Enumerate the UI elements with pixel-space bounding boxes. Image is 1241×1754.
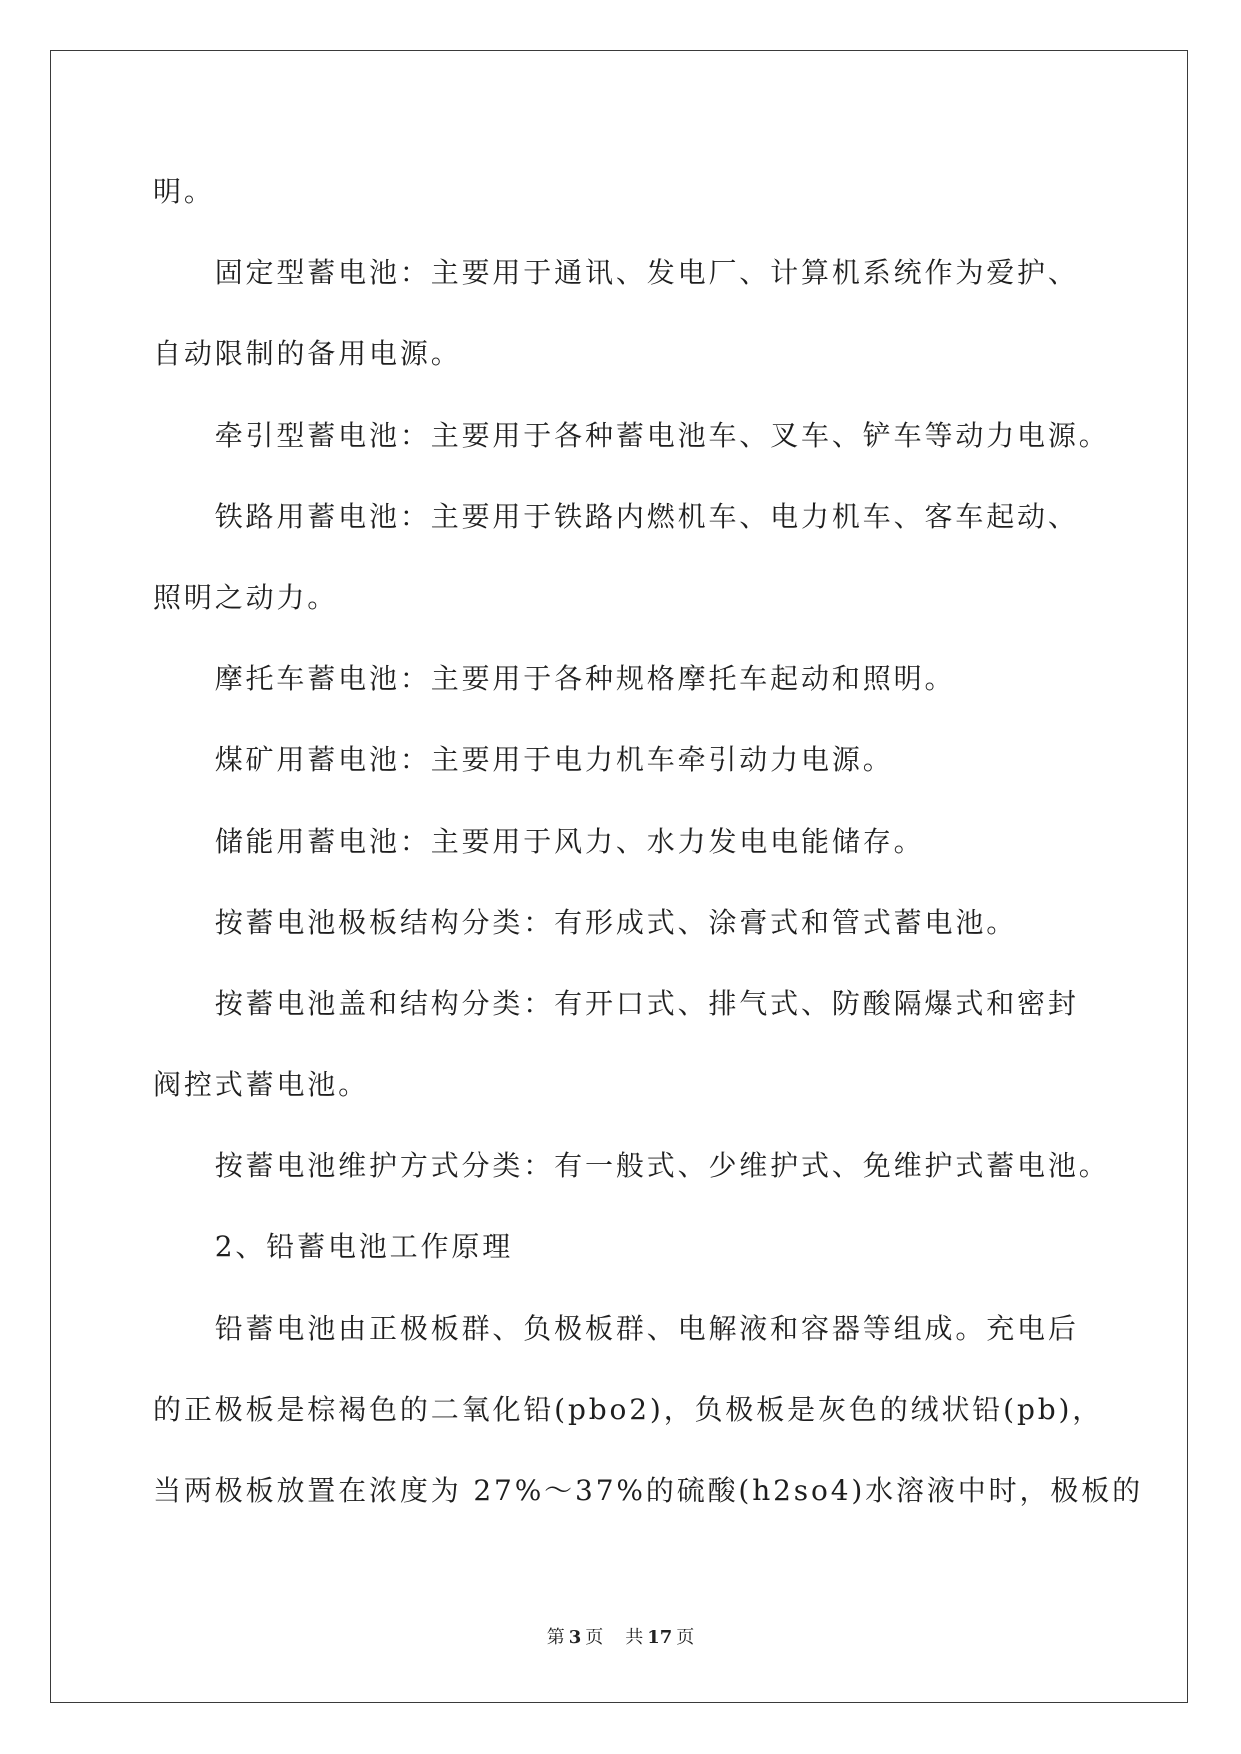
paragraph — [153, 963, 1153, 1125]
text-line: 按蓄电池极板结构分类：有形成式、涂膏式和管式蓄电池。 — [214, 905, 1018, 939]
text-line: 煤矿用蓄电池：主要用于电力机车牵引动力电源。 — [214, 743, 894, 777]
paragraph — [153, 395, 1153, 476]
text-line: 当两极板放置在浓度为 27%～37%的硫酸(h2so4)水溶液中时，极板的 — [153, 1474, 1143, 1507]
total-pages-number: 17 — [647, 1627, 673, 1648]
paragraph — [153, 719, 1153, 800]
page-prefix: 第 — [546, 1627, 565, 1648]
paragraph — [153, 232, 1153, 394]
section-heading-text: 2、铅蓄电池工作原理 — [214, 1230, 514, 1264]
text-line: 固定型蓄电池：主要用于通讯、发电厂、计算机系统作为爱护、 — [214, 256, 1079, 290]
page-number — [547, 1627, 604, 1648]
text-line: 铅蓄电池由正极板群、负极板群、电解液和容器等组成。充电后 — [214, 1311, 1079, 1345]
text-line: 牵引型蓄电池：主要用于各种蓄电池车、叉车、铲车等动力电源。 — [214, 418, 1110, 452]
page-body — [153, 151, 1153, 1531]
page-footer — [0, 1624, 1241, 1652]
paragraph-continued — [153, 151, 1153, 232]
text-line: 铁路用蓄电池：主要用于铁路内燃机车、电力机车、客车起动、 — [214, 499, 1079, 533]
text-line: 按蓄电池盖和结构分类：有开口式、排气式、防酸隔爆式和密封 — [214, 986, 1079, 1020]
paragraph — [153, 638, 1153, 719]
text-line: 明。 — [153, 175, 215, 208]
text-line: 储能用蓄电池：主要用于风力、水力发电电能储存。 — [214, 824, 925, 858]
page-total — [625, 1627, 694, 1648]
paragraph — [153, 476, 1153, 638]
text-line: 自动限制的备用电源。 — [153, 337, 462, 371]
section-heading — [153, 1206, 1153, 1287]
page-suffix: 页 — [585, 1627, 604, 1648]
text-line: 按蓄电池维护方式分类：有一般式、少维护式、免维护式蓄电池。 — [214, 1149, 1110, 1183]
paragraph — [153, 1125, 1153, 1206]
total-prefix: 共 — [625, 1627, 644, 1648]
text-line: 摩托车蓄电池：主要用于各种规格摩托车起动和照明。 — [214, 662, 956, 696]
paragraph — [153, 882, 1153, 963]
text-line: 阀控式蓄电池。 — [153, 1068, 370, 1102]
paragraph — [153, 1288, 1153, 1532]
text-line: 照明之动力。 — [153, 580, 339, 614]
text-line: 的正极板是棕褐色的二氧化铅(pbo2)，负极板是灰色的绒状铅(pb)， — [153, 1392, 1104, 1426]
current-page-number: 3 — [568, 1627, 582, 1648]
paragraph — [153, 801, 1153, 882]
total-suffix: 页 — [676, 1627, 695, 1648]
